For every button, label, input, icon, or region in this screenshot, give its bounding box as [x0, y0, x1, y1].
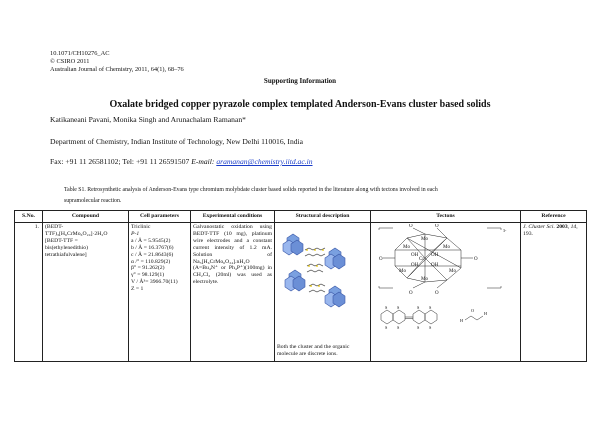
cell-parameters [129, 223, 191, 362]
h-atom-label: H [460, 318, 464, 323]
oh-group-label: OH [431, 263, 439, 268]
tectons-diagram [373, 224, 517, 354]
h-atom-label: H [484, 311, 488, 316]
cell-gamma: γ° = 98.129(1) [131, 272, 165, 279]
header-cell-parameters: Cell parameters [129, 211, 191, 223]
oh-group-label: OH [431, 253, 439, 258]
cell-z: Z = 1 [131, 286, 144, 293]
reference-journal: J. Cluster Sci. [523, 224, 555, 230]
reference-year: 2003 [556, 224, 568, 230]
s-atom-label: S [417, 325, 420, 330]
o-atom-label: O [409, 291, 413, 296]
caption-line-2: supramolecular reaction. [64, 197, 122, 204]
table-caption [64, 185, 550, 206]
supporting-info-heading: Supporting Information [263, 77, 337, 85]
compound-line: TTF)₃[H₆CrMo₆O₂₄]·2H₂O [45, 230, 108, 237]
journal-line: Australian Journal of Chemistry, 2011, 64(1), 68–76 [50, 66, 184, 73]
description-text: Both the cluster and the organic molecule are discrete ions. [277, 344, 350, 358]
cluster-polyhedron-icon [325, 248, 345, 269]
crystal-packing-image [277, 224, 369, 324]
email-label: E-mail: [191, 157, 217, 166]
doi-text: 10.1071/CH10276_AC [50, 50, 110, 57]
s-atom-label: S [397, 325, 400, 330]
cell-structural-description [275, 223, 371, 362]
contact-line [50, 157, 313, 166]
mo-atom-label: Mo [399, 269, 406, 274]
bedt-ttf-molecule-diagram [381, 310, 483, 324]
cell-alpha: α /° = 110.829(2) [131, 258, 171, 265]
cell-a: a / Å = 5.9545(2) [131, 237, 171, 244]
o-atom-label: O [435, 291, 439, 296]
cell-tectons [371, 223, 521, 362]
mo-atom-label: Mo [421, 277, 428, 282]
header-structural-description: Structural description [275, 211, 371, 223]
email-link[interactable]: aramanan@chemistry.iitd.ac.in [216, 157, 313, 166]
cr-atom-label: Cr [419, 257, 424, 262]
caption-line-1: Table S1. Retrosynthetic analysis of Anderson-Evans type chromium molybdate cluster based solids reported in the literature along with tectons involved in each [64, 187, 438, 193]
s-atom-label: S [385, 305, 388, 310]
mo-atom-label: Mo [403, 245, 410, 250]
o-atom-label: O [409, 224, 413, 229]
cluster-polyhedron-icon [283, 234, 303, 255]
cell-reference: J. Cluster Sci. 2003, 14, 193. [521, 223, 587, 362]
crystal-system: Triclinic [131, 224, 151, 230]
cluster-polyhedron-icon [285, 270, 305, 291]
o-atom-label: O [435, 224, 439, 229]
header-experimental-conditions: Experimental conditions [191, 211, 275, 223]
compound-line: [BEDT-TTF = [45, 237, 78, 244]
s-atom-label: S [429, 325, 432, 330]
cell-b: b / Å = 16.3767(6) [131, 244, 174, 251]
cell-sno: 1. [15, 223, 43, 362]
mo-atom-label: Mo [421, 237, 428, 242]
mo-atom-label: Mo [449, 269, 456, 274]
s-atom-label: S [385, 325, 388, 330]
header-reference: Reference [521, 211, 587, 223]
article-meta [50, 50, 184, 74]
compound-line: bis(ethylenedithio) [45, 244, 88, 251]
o-atom-label: O [471, 308, 475, 313]
reference-pages: , 193. [523, 224, 578, 237]
header-sno: S.No. [15, 211, 43, 223]
table-header-row [15, 211, 587, 223]
oh-group-label: OH [411, 253, 419, 258]
reference-volume: 14 [570, 224, 577, 230]
paper-title: Oxalate bridged copper pyrazole complex templated Anderson-Evans cluster based solids [109, 99, 491, 110]
s-atom-label: S [429, 305, 432, 310]
o-atom-label: O [379, 257, 383, 262]
space-group: P-1 [131, 230, 140, 237]
s-atom-label: S [417, 305, 420, 310]
s-atom-label: S [397, 305, 400, 310]
header-tectons: Tectons [371, 211, 521, 223]
header-compound: Compound [43, 211, 129, 223]
fax-tel-text: Fax: +91 11 26581102; Tel: +91 11 26591507 [50, 157, 192, 166]
cluster-polyhedron-icon [325, 286, 345, 307]
cell-c: c / Å = 21.8643(6) [131, 251, 174, 258]
o-atom-label: O [474, 257, 478, 262]
oh-group-label: OH [411, 263, 419, 268]
compound-line: tetrathiafulvalene] [45, 251, 87, 258]
retrosynthesis-table [14, 210, 587, 362]
cell-beta: β° = 91.262(2) [131, 265, 165, 272]
cell-compound [43, 223, 129, 362]
cell-volume: V / Å³= 3966.70(11) [131, 279, 178, 286]
table-row [15, 223, 587, 362]
copyright-text: © CSIRO 2011 [50, 58, 90, 65]
affiliation-line: Department of Chemistry, Indian Institute of Technology, New Delhi 110016, India [50, 137, 304, 146]
mo-atom-label: Mo [443, 245, 450, 250]
compound-line: (BEDT- [45, 224, 64, 230]
organic-chain-icon [305, 248, 325, 292]
anderson-cluster-diagram [379, 228, 501, 288]
charge-label: 3- [503, 228, 507, 233]
cell-conditions: Galvanostatic oxidation using BEDT-TTF (10 mg), platinum wire electrodes and a constant current intensity of 1.2 mA. Solution of Na₃[H₆CrMo₆O₂₄].nH₂O (A=Bu₄N⁺ or Ph₄P⁺)(100mg) in CH₂Cl₂ (20ml) was used as electrolyte. [191, 223, 275, 362]
authors-line: Katikaneani Pavani, Monika Singh and Arunachalam Ramanan* [50, 115, 246, 124]
